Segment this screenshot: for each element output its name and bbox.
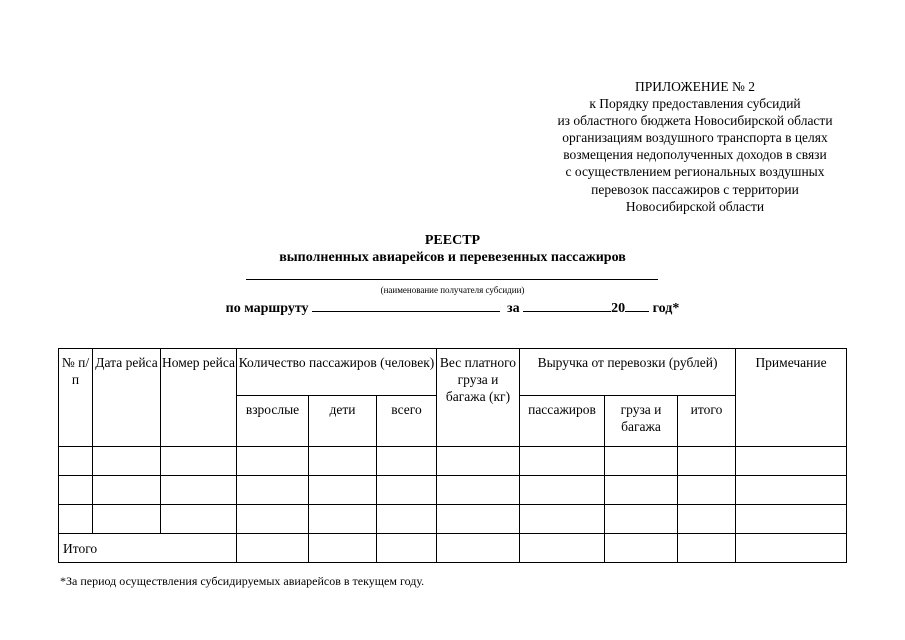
- table-cell: [736, 505, 847, 534]
- year-label: год*: [652, 301, 680, 316]
- table-cell: [237, 534, 309, 563]
- header-cargo-weight: Вес платного груза и багажа (кг): [437, 349, 520, 447]
- table-cell: [520, 534, 605, 563]
- header-passengers-group: Количество пассажиров (человек): [237, 349, 437, 396]
- table-cell: [309, 534, 377, 563]
- table-cell: [309, 447, 377, 476]
- table-row: [59, 505, 847, 534]
- header-date: Дата рейса: [93, 349, 161, 447]
- header-children: дети: [309, 396, 377, 447]
- table-cell: [161, 476, 237, 505]
- total-row: [59, 534, 847, 563]
- table-cell: [605, 505, 678, 534]
- table-cell: [736, 534, 847, 563]
- header-num: № п/п: [59, 349, 93, 447]
- appendix-line: ПРИЛОЖЕНИЕ № 2: [634, 79, 756, 94]
- period-blank: [523, 298, 611, 312]
- table-row: [59, 476, 847, 505]
- table-cell: [59, 476, 93, 505]
- table-cell: [237, 505, 309, 534]
- appendix-line: Новосибирской области: [625, 198, 765, 214]
- appendix-line: возмещения недополученных доходов в связи: [563, 147, 827, 163]
- route-line: [0, 298, 905, 317]
- table-cell: [605, 476, 678, 505]
- appendix-line: к Порядку предоставления субсидий: [589, 96, 801, 112]
- header-adults: взрослые: [237, 396, 309, 447]
- table-cell: [678, 505, 736, 534]
- route-label: по маршруту: [225, 301, 309, 316]
- header-flight: Номер рейса: [161, 349, 237, 447]
- table-cell: [605, 534, 678, 563]
- table-cell: [377, 447, 437, 476]
- table-cell: [605, 447, 678, 476]
- appendix-line: перевозок пассажиров с территории: [591, 181, 799, 197]
- header-note: Примечание: [736, 349, 847, 447]
- appendix-line: из областного бюджета Новосибирской области: [557, 113, 833, 129]
- header-revenue-group: Выручка от перевозки (рублей): [520, 349, 736, 396]
- table-cell: [93, 476, 161, 505]
- route-blank: [312, 298, 500, 312]
- table-cell: [59, 447, 93, 476]
- table-cell: [437, 534, 520, 563]
- table-cell: [520, 447, 605, 476]
- appendix-line: с осуществлением региональных воздушных: [565, 164, 825, 180]
- table-cell: [309, 476, 377, 505]
- header-pax-total: всего: [377, 396, 437, 447]
- table-cell: [437, 476, 520, 505]
- table-cell: [437, 447, 520, 476]
- registry-table: [58, 348, 847, 563]
- table-cell: [309, 505, 377, 534]
- table-cell: [520, 476, 605, 505]
- footnote: *За период осуществления субсидируемых авиарейсов в текущем году.: [60, 574, 425, 588]
- table-cell: [237, 476, 309, 505]
- appendix-block: [530, 78, 860, 215]
- header-rev-passengers: пассажиров: [520, 396, 605, 447]
- year-prefix: 20: [611, 301, 626, 316]
- table-cell: [437, 505, 520, 534]
- table-cell: [237, 447, 309, 476]
- table-cell: [377, 505, 437, 534]
- document-title: РЕЕСТР: [424, 233, 481, 248]
- table-cell: [377, 534, 437, 563]
- table-cell: [93, 505, 161, 534]
- total-label: Итого: [59, 534, 237, 563]
- period-label: за: [507, 301, 520, 316]
- table-cell: [678, 447, 736, 476]
- table-row: [59, 447, 847, 476]
- table-cell: [678, 476, 736, 505]
- document-subtitle: выполненных авиарейсов и перевезенных пассажиров: [279, 250, 626, 265]
- table-cell: [161, 447, 237, 476]
- table-cell: [93, 447, 161, 476]
- table-cell: [520, 505, 605, 534]
- appendix-line: организациям воздушного транспорта в целях: [562, 130, 828, 146]
- header-row: [59, 349, 847, 396]
- recipient-caption: (наименование получателя субсидии): [380, 285, 525, 295]
- table-cell: [736, 447, 847, 476]
- year-blank: [625, 298, 649, 312]
- table-cell: [377, 476, 437, 505]
- table-cell: [678, 534, 736, 563]
- recipient-name-line: [246, 279, 658, 280]
- table-cell: [736, 476, 847, 505]
- table-cell: [161, 505, 237, 534]
- header-rev-total: итого: [678, 396, 736, 447]
- header-rev-cargo: груза и багажа: [605, 396, 678, 447]
- table-cell: [59, 505, 93, 534]
